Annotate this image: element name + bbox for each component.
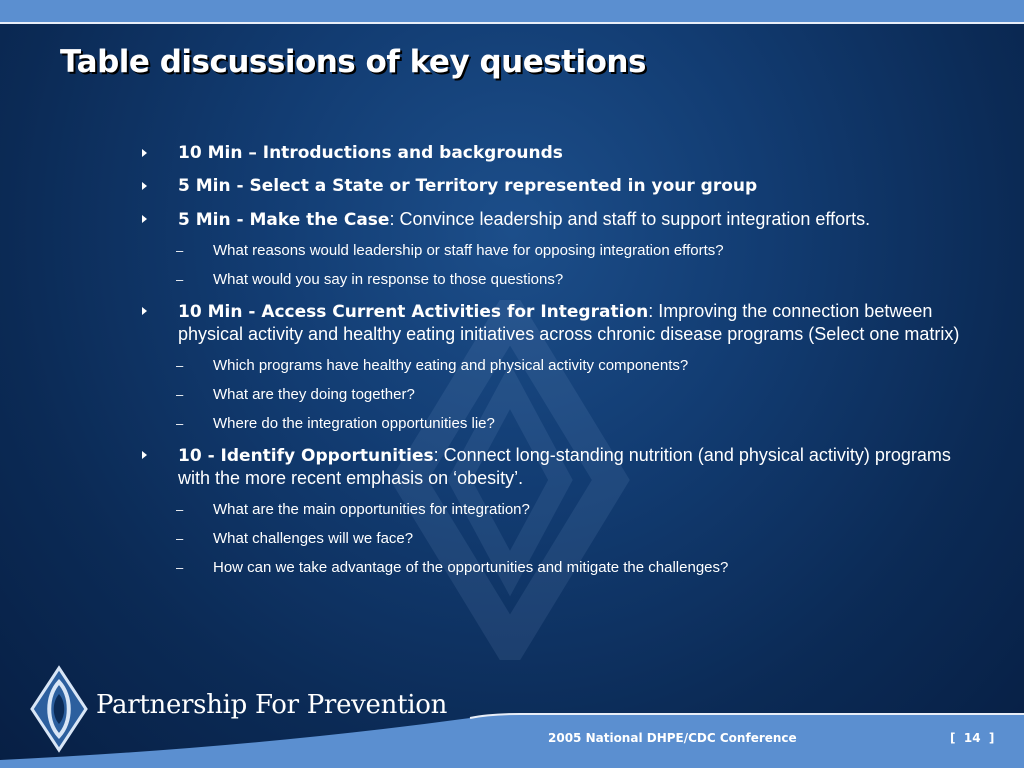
sub-bullet-dash: – [176, 387, 184, 402]
sub-bullet-dash: – [176, 358, 184, 373]
sub-bullet-text: What are they doing together? [213, 386, 415, 403]
bullet-item [140, 300, 980, 346]
sub-bullet-text: Where do the integration opportunities lie? [213, 415, 495, 432]
sub-bullet-dash: – [176, 560, 184, 575]
bullet-description: : Improving the connection between physical activity and healthy eating initiatives across chronic disease programs (Select one matrix) [178, 301, 960, 344]
bullet-arrow-icon [142, 215, 147, 223]
sub-bullet-text: What reasons would leadership or staff have for opposing integration efforts? [213, 242, 724, 259]
page-number: [ 14 ] [950, 731, 995, 745]
bullet-heading: 5 Min - Select a State or Territory represented in your group [178, 176, 758, 196]
sub-bullet-dash: – [176, 272, 184, 287]
bullet-heading: 10 Min - Access Current Activities for Integration [178, 302, 649, 322]
organization-name: Partnership For Prevention [96, 690, 448, 720]
bullet-item [140, 142, 980, 164]
bullet-item [140, 444, 980, 490]
bullet-arrow-icon [142, 307, 147, 315]
top-divider [0, 22, 1024, 24]
sub-bullet-text: What are the main opportunities for integration? [213, 501, 530, 518]
sub-bullet-dash: – [176, 531, 184, 546]
bullet-heading: 5 Min - Make the Case [178, 210, 390, 230]
bullet-description: : Connect long-standing nutrition (and physical activity) programs with the more recent emphasis on ‘obesity’. [178, 445, 951, 488]
bullet-arrow-icon [142, 149, 147, 157]
conference-name: 2005 National DHPE/CDC Conference [548, 731, 797, 745]
sub-bullet-item [140, 386, 980, 404]
top-band [0, 0, 1024, 22]
bullet-heading: 10 - Identify Opportunities [178, 446, 434, 466]
sub-bullet-dash: – [176, 243, 184, 258]
sub-bullet-text: Which programs have healthy eating and physical activity components? [213, 357, 689, 374]
sub-bullet-dash: – [176, 416, 184, 431]
bullet-item [140, 208, 980, 231]
sub-bullet-item [140, 271, 980, 289]
bullet-item [140, 175, 980, 197]
bullet-heading: 10 Min – Introductions and backgrounds [178, 143, 563, 163]
slide-title: Table discussions of key questions [60, 44, 646, 80]
sub-bullet-item [140, 357, 980, 375]
partnership-logo-icon [24, 664, 94, 754]
sub-bullet-item [140, 242, 980, 260]
sub-bullet-text: How can we take advantage of the opportunities and mitigate the challenges? [213, 559, 729, 576]
bullet-description: : Convince leadership and staff to support integration efforts. [389, 209, 871, 229]
sub-bullet-text: What would you say in response to those questions? [213, 271, 564, 288]
sub-bullet-item [140, 415, 980, 433]
bullet-arrow-icon [142, 182, 147, 190]
sub-bullet-item [140, 530, 980, 548]
sub-bullet-dash: – [176, 502, 184, 517]
sub-bullet-item [140, 559, 980, 577]
bullet-arrow-icon [142, 451, 147, 459]
sub-bullet-text: What challenges will we face? [213, 530, 414, 547]
bullet-list [140, 142, 980, 588]
sub-bullet-item [140, 501, 980, 519]
